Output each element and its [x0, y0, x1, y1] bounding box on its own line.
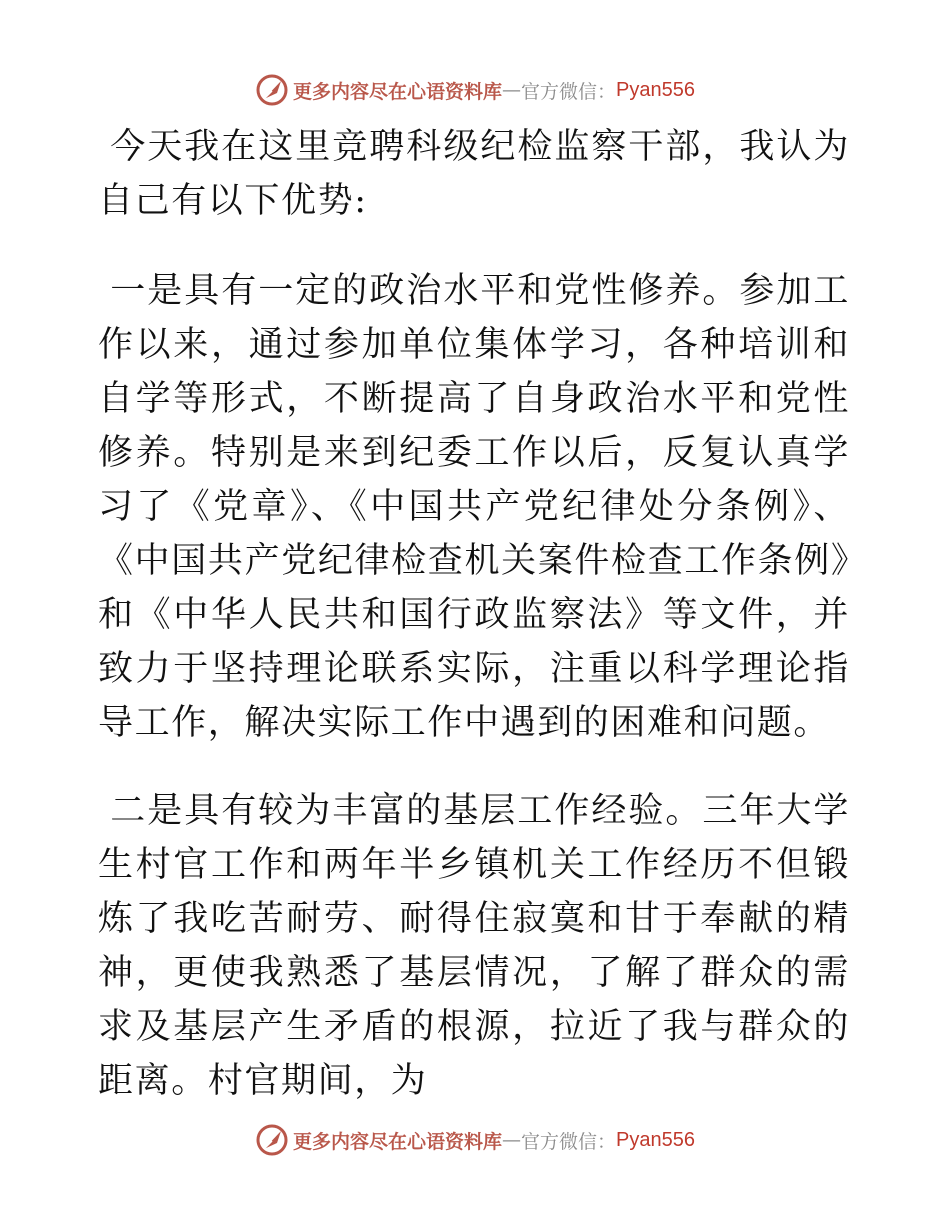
watermark-brand-text: 更多内容尽在心语资料库 — [293, 1130, 503, 1153]
watermark-separator: — — [502, 79, 522, 101]
paragraph-grassroots-experience: 二是具有较为丰富的基层工作经验。三年大学生村官工作和两年半乡镇机关工作经历不但锻炼了我吃苦耐劳、耐得住寂寞和甘于奉献的精神，更使我熟悉了基层情况，了解了群众的需求及基层产生矛盾的根源，拉近了我与群众的距离。村官期间，为 — [98, 791, 850, 1101]
paragraph-intro: 今天我在这里竞聘科级纪检监察干部，我认为自己有以下优势: — [98, 127, 850, 221]
quill-logo-icon — [255, 1123, 289, 1157]
watermark-wechat-id: Pyan556 — [616, 78, 695, 101]
watermark-official-text: 官方微信： — [521, 1130, 617, 1153]
watermark-brand-text: 更多内容尽在心语资料库 — [293, 80, 503, 103]
watermark-wechat-id: Pyan556 — [616, 1128, 695, 1151]
watermark-separator: — — [502, 1129, 522, 1151]
quill-logo-icon — [255, 73, 289, 107]
header-watermark — [0, 70, 950, 110]
watermark-official-text: 官方微信： — [521, 80, 617, 103]
paragraph-political-level: 一是具有一定的政治水平和党性修养。参加工作以来，通过参加单位集体学习，各种培训和自学等形式，不断提高了自身政治水平和党性修养。特别是来到纪委工作以后，反复认真学习了《党章》、《中国共产党纪律处分条例》、《中国共产党纪律检查机关案件检查工作条例》和《中华人民共和国行政监察法》等文件，并致力于坚持理论联系实际，注重以科学理论指导工作，解决实际工作中遇到的困难和问题。 — [98, 271, 850, 743]
document-body — [98, 120, 850, 1108]
footer-watermark — [0, 1120, 950, 1160]
